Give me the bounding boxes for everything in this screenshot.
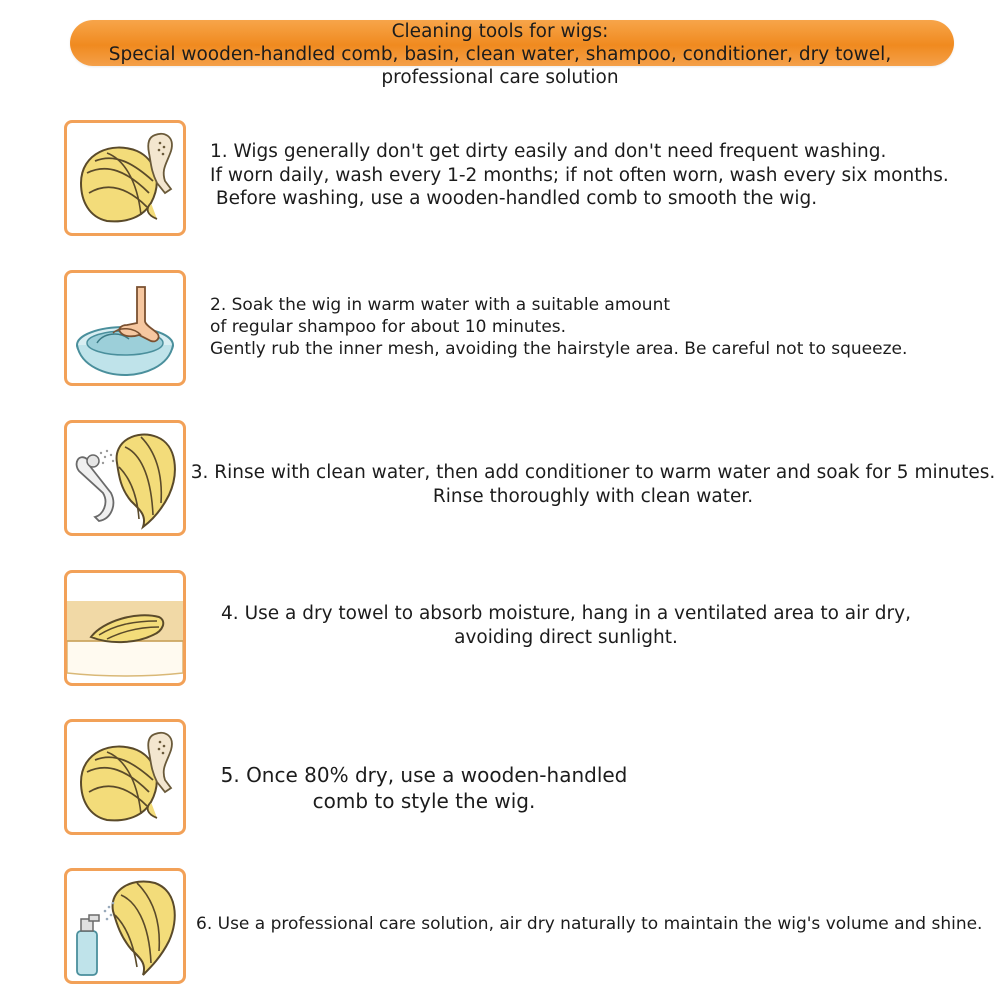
step-3-line: 3. Rinse with clean water, then add conditioner to warm water and soak for 5 minutes. <box>190 462 996 483</box>
step-1-line: If worn daily, wash every 1-2 months; if not often worn, wash every six months. <box>210 164 949 186</box>
step-2-icon-box <box>64 270 186 386</box>
step-5-text <box>196 762 652 814</box>
step-1-icon-box <box>64 120 186 236</box>
header-text <box>0 20 1000 89</box>
step-4-line: 4. Use a dry towel to absorb moisture, hang in a ventilated area to air dry, <box>221 603 911 624</box>
hand-in-basin-icon <box>67 273 183 383</box>
step-3-line: Rinse thoroughly with clean water. <box>432 485 754 507</box>
step-1-line: 1. Wigs generally don't get dirty easily and don't need frequent washing. <box>210 141 887 162</box>
wig-and-comb-icon <box>67 123 183 233</box>
step-5-line: comb to style the wig. <box>312 789 536 813</box>
step-2-line: 2. Soak the wig in warm water with a suitable amount <box>210 295 671 315</box>
step-1-line: Before washing, use a wooden-handled comb to smooth the wig. <box>210 188 818 209</box>
step-2-text <box>210 294 907 360</box>
wig-on-towel-icon <box>67 573 183 683</box>
step-5-line: 5. Once 80% dry, use a wooden-handled <box>220 763 628 787</box>
step-6-line: 6. Use a professional care solution, air dry naturally to maintain the wig's volume and shine. <box>196 914 983 934</box>
step-6-text <box>196 913 982 935</box>
header-line: Special wooden-handled comb, basin, clean water, shampoo, conditioner, dry towel, <box>108 44 892 65</box>
step-4-icon-box <box>64 570 186 686</box>
step-3-icon-box <box>64 420 186 536</box>
wig-and-comb-icon <box>67 722 183 832</box>
step-4-text <box>188 602 944 649</box>
shower-rinse-icon <box>67 423 183 533</box>
header-line: Cleaning tools for wigs: <box>391 21 609 42</box>
step-4-line: avoiding direct sunlight. <box>454 626 678 648</box>
spray-bottle-icon <box>67 871 183 981</box>
step-2-line: of regular shampoo for about 10 minutes. <box>210 317 567 337</box>
step-3-text <box>188 461 998 508</box>
step-6-icon-box <box>64 868 186 984</box>
step-1-text <box>210 140 949 211</box>
header-line: professional care solution <box>381 67 619 88</box>
step-2-line: Gently rub the inner mesh, avoiding the hairstyle area. Be careful not to squeeze. <box>210 339 908 359</box>
step-5-icon-box <box>64 719 186 835</box>
